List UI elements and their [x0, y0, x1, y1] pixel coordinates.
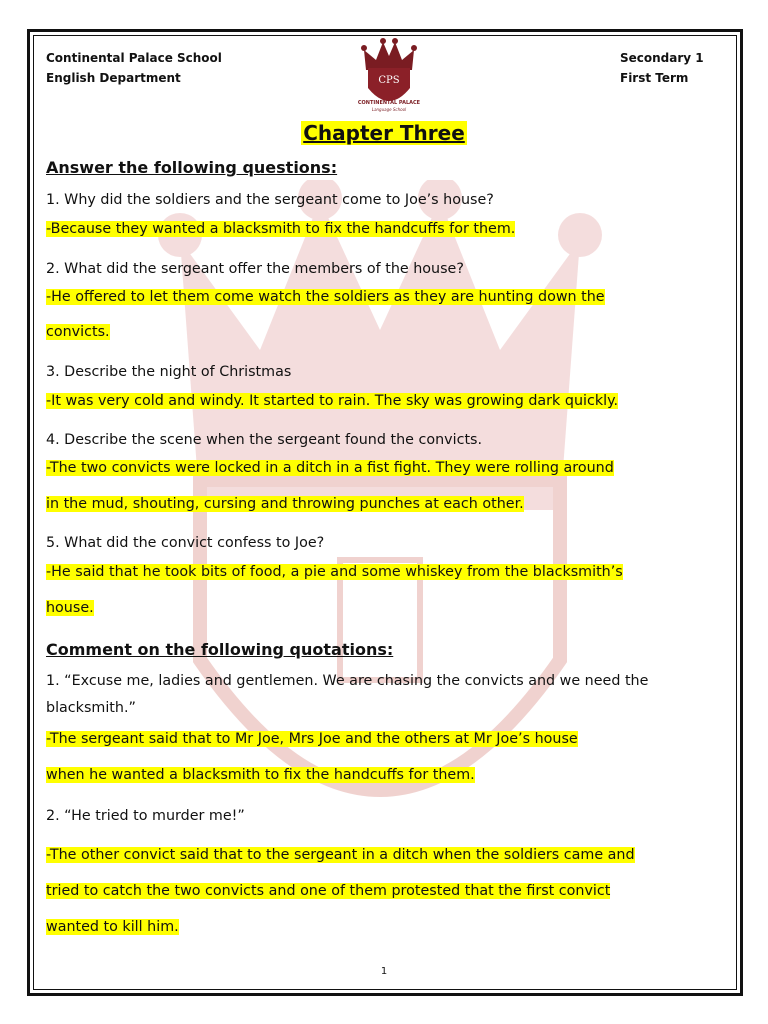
answer-4-line-1: -The two convicts were locked in a ditch in a fist fight. They were rolling around	[46, 460, 614, 476]
answer-4-line-2: in the mud, shouting, cursing and throwing punches at each other.	[46, 496, 524, 512]
question-5: 5. What did the convict confess to Joe?	[46, 535, 325, 551]
page-title: Chapter Three	[303, 121, 465, 145]
question-3: 3. Describe the night of Christmas	[46, 364, 292, 380]
section-heading-questions: Answer the following questions:	[46, 158, 338, 177]
question-4: 4. Describe the scene when the sergeant found the convicts.	[46, 432, 483, 448]
answer-1-line-1: -Because they wanted a blacksmith to fix the handcuffs for them.	[46, 221, 516, 237]
answer-5-line-1: -He said that he took bits of food, a pie and some whiskey from the blacksmith’s	[46, 564, 623, 580]
comment-1-line-2: when he wanted a blacksmith to fix the handcuffs for them.	[46, 767, 475, 783]
header-left	[46, 48, 222, 88]
page-number: 1	[380, 966, 388, 977]
school-name: Continental Palace School	[46, 51, 222, 65]
header-right	[620, 48, 704, 88]
answer-2-line-1: -He offered to let them come watch the soldiers as they are hunting down the	[46, 289, 605, 305]
logo-tagline: Language School	[371, 107, 407, 112]
question-2: 2. What did the sergeant offer the members of the house?	[46, 261, 464, 277]
term-label: First Term	[620, 71, 689, 85]
answer-5-line-2: house.	[46, 600, 94, 616]
answer-3-line-1: -It was very cold and windy. It started to rain. The sky was growing dark quickly.	[46, 393, 619, 409]
quotation-1-line-2: blacksmith.”	[46, 700, 136, 716]
comment-2-line-3: wanted to kill him.	[46, 919, 179, 935]
question-1: 1. Why did the soldiers and the sergeant come to Joe’s house?	[46, 192, 494, 208]
quotation-1-line-1: 1. “Excuse me, ladies and gentlemen. We are chasing the convicts and we need the	[46, 673, 649, 689]
section-heading-quotations: Comment on the following quotations:	[46, 640, 394, 659]
answer-2-line-2: convicts.	[46, 324, 110, 340]
quotation-2-line-1: 2. “He tried to murder me!”	[46, 808, 245, 824]
department-name: English Department	[46, 71, 181, 85]
grade-label: Secondary 1	[620, 51, 704, 65]
logo-caption: CONTINENTAL PALACE	[357, 100, 421, 106]
comment-2-line-2: tried to catch the two convicts and one of them protested that the first convict	[46, 883, 611, 899]
comment-2-line-1: -The other convict said that to the sergeant in a ditch when the soldiers came and	[46, 847, 635, 863]
comment-1-line-1: -The sergeant said that to Mr Joe, Mrs Joe and the others at Mr Joe’s house	[46, 731, 578, 747]
svg-text:CPS: CPS	[378, 75, 400, 86]
